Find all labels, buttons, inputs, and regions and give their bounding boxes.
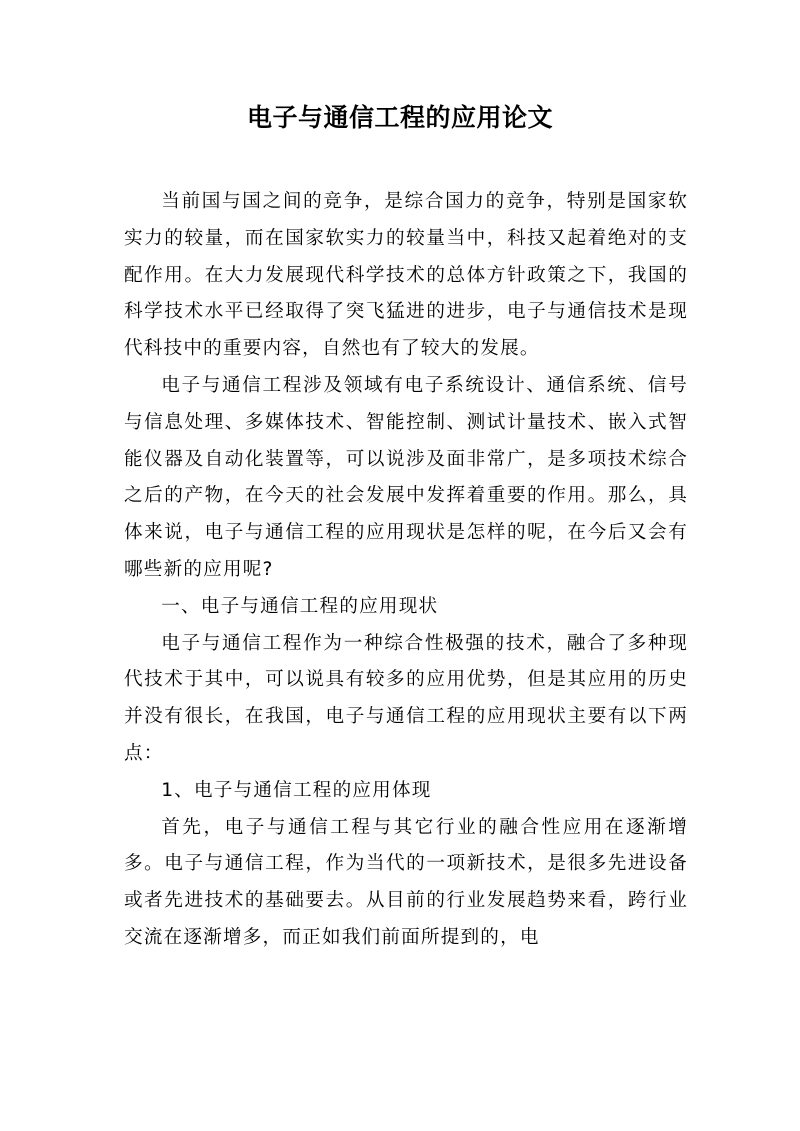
document-body — [124, 184, 688, 957]
paragraph-intro: 当前国与国之间的竞争，是综合国力的竞争，特别是国家软实力的较量，而在国家软实力的较量当中，科技又起着绝对的支配作用。在大力发展现代科学技术的总体方针政策之下，我国的科学技术水平已经取得了突飞猛进的进步，电子与通信技术是现代科技中的重要内容，自然也有了较大的发展。 — [124, 191, 688, 360]
paragraph-fields: 电子与通信工程涉及领域有电子系统设计、通信系统、信号与信息处理、多媒体技术、智能控制、测试计量技术、嵌入式智能仪器及自动化装置等，可以说涉及面非常广，是多项技术综合之后的产物，在今天的社会发展中发挥着重要的作用。那么，具体来说，电子与通信工程的应用现状是怎样的呢，在今后又会有哪些新的应用呢? — [124, 374, 688, 580]
section-heading-1: 一、电子与通信工程的应用现状 — [161, 595, 439, 617]
paragraph-first: 首先，电子与通信工程与其它行业的融合性应用在逐渐增多。电子与通信工程，作为当代的一项新技术，是很多先进设备或者先进技术的基础要去。从目前的行业发展趋势来看，跨行业交流在逐渐增多，而正如我们前面所提到的，电 — [124, 816, 688, 948]
subsection-heading-1: 1、电子与通信工程的应用体现 — [161, 779, 432, 801]
paragraph-status: 电子与通信工程作为一种综合性极强的技术，融合了多种现代技术于其中，可以说具有较多的应用优势，但是其应用的历史并没有很长，在我国，电子与通信工程的应用现状主要有以下两点： — [124, 632, 688, 764]
document-title: 电子与通信工程的应用论文 — [246, 103, 553, 132]
